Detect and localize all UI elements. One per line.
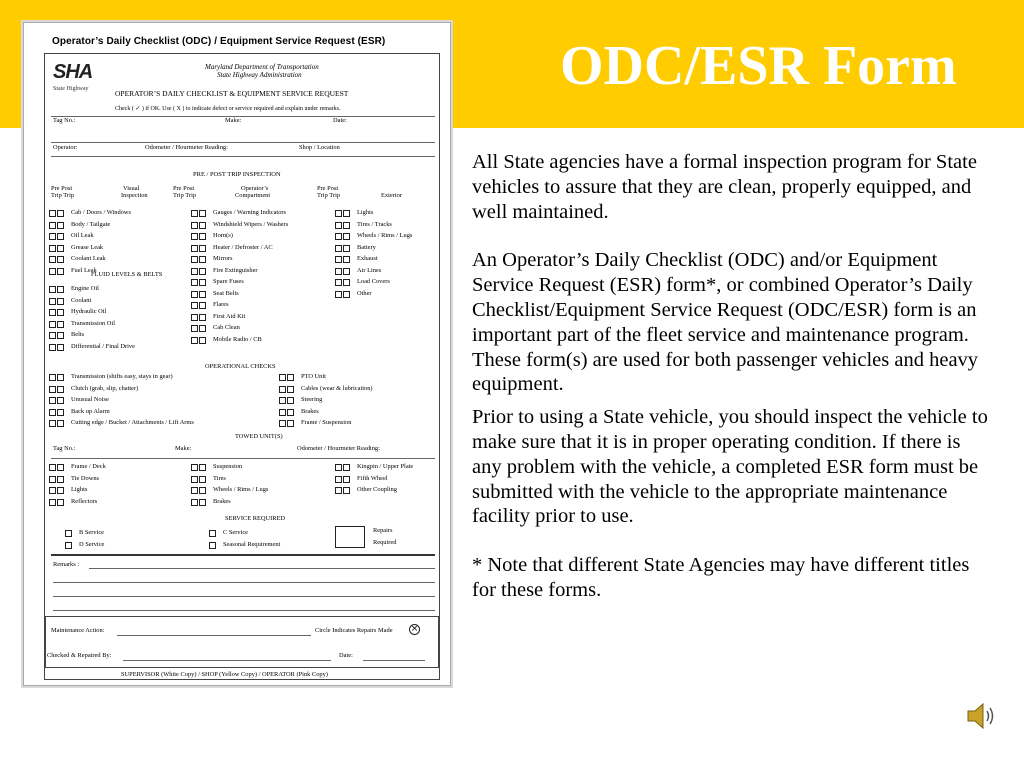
checklist-row xyxy=(191,266,258,277)
checklist-row xyxy=(279,418,351,429)
checklist-item-label: Cables (wear & lubrication) xyxy=(301,384,373,392)
checklist-item-label: Mirrors xyxy=(213,255,233,263)
odc-esr-form xyxy=(24,23,450,685)
checkbox xyxy=(287,386,294,393)
checkbox xyxy=(343,256,350,263)
checklist-row xyxy=(209,540,280,551)
checklist-row xyxy=(191,323,240,334)
checklist-row xyxy=(191,231,233,242)
checkbox xyxy=(335,464,342,471)
checklist-row xyxy=(335,277,390,288)
logo-subtitle: State Highway xyxy=(53,86,89,92)
checkbox xyxy=(287,409,294,416)
make-label: Make: xyxy=(225,117,242,124)
col-visual: Visual xyxy=(123,185,140,192)
checklist-item-label: Windshield Wipers / Washers xyxy=(213,220,289,228)
checklist-row xyxy=(49,330,84,341)
checkbox xyxy=(335,476,342,483)
repairs-required-box xyxy=(335,526,365,548)
col-prepost-1: Pre Post xyxy=(51,185,73,192)
checkbox xyxy=(49,374,56,381)
checklist-row xyxy=(65,528,104,539)
checklist-item-label: Cab / Doors / Windows xyxy=(71,209,131,217)
checkbox xyxy=(49,321,56,328)
circle-note: Circle Indicates Repairs Made xyxy=(315,627,393,634)
checklist-row xyxy=(49,342,135,353)
checklist-row xyxy=(49,243,103,254)
checkbox xyxy=(191,499,198,506)
paragraph-4: * Note that different State Agencies may have different titles for these forms. xyxy=(472,554,970,601)
checkbox xyxy=(57,386,64,393)
checklist-item-label: Battery xyxy=(357,243,376,251)
checkbox xyxy=(191,476,198,483)
checklist-item-label: Lights xyxy=(357,209,374,217)
checklist-item-label: Other Coupling xyxy=(357,486,397,494)
checkbox xyxy=(57,222,64,229)
fluid-heading: FLUID LEVELS & BELTS xyxy=(91,271,163,278)
checkbox xyxy=(199,499,206,506)
checkbox xyxy=(57,499,64,506)
checklist-item-label: Exhaust xyxy=(357,255,378,263)
checklist-row xyxy=(49,231,94,242)
paragraph-2: An Operator’s Daily Checklist (ODC) and/or Equipment Service Request (ESR) form*, or combined Operator’s Daily Checklist/Equipment Service Request (ODC/ESR) form is an important part of the fleet service and maintenance program. These form(s) are used for both passenger vehicles and heavy equipment. xyxy=(472,249,979,396)
checklist-item-label: Tires / Tracks xyxy=(357,220,392,228)
repairs-label: Repairs xyxy=(373,527,393,534)
checkbox xyxy=(57,298,64,305)
checkbox xyxy=(335,279,342,286)
checklist-item-label: Lights xyxy=(71,486,88,494)
checklist-item-label: Grease Leak xyxy=(71,243,104,251)
checklist-item-label: Unusual Noise xyxy=(71,396,109,404)
checklist-item-label: Load Covers xyxy=(357,278,390,286)
checkbox xyxy=(279,374,286,381)
checkbox xyxy=(65,542,72,549)
col-operator: Operator’s xyxy=(241,185,269,192)
checkbox xyxy=(343,476,350,483)
checklist-item-label: PTO Unit xyxy=(301,373,326,381)
form-image xyxy=(23,22,451,686)
pre-post-heading: PRE / POST TRIP INSPECTION xyxy=(193,171,281,178)
checklist-row xyxy=(191,474,226,485)
checkbox xyxy=(199,325,206,332)
checklist-row xyxy=(191,312,245,323)
checklist-item-label: Brakes xyxy=(213,497,231,505)
checklist-item-label: Fuel Leak xyxy=(71,266,97,274)
checklist-item-label: Clutch (grab, slip, chatter) xyxy=(71,384,139,392)
checklist-item-label: D Service xyxy=(79,541,105,549)
checklist-row xyxy=(191,300,229,311)
checklist-item-label: Gauges / Warning Indicators xyxy=(213,209,287,217)
checkbox xyxy=(335,487,342,494)
checklist-item-label: Tie Downs xyxy=(71,474,99,482)
checkbox xyxy=(199,279,206,286)
checklist-item-label: Oil Leak xyxy=(71,232,94,240)
towed-odometer-label: Odometer / Hourmeter Reading: xyxy=(297,445,380,452)
checkbox xyxy=(343,222,350,229)
checkbox xyxy=(191,268,198,275)
checkbox xyxy=(287,397,294,404)
checkbox xyxy=(57,321,64,328)
checkbox xyxy=(191,256,198,263)
checklist-item-label: Seat Belts xyxy=(213,289,239,297)
checkbox xyxy=(199,291,206,298)
checklist-item-label: Belts xyxy=(71,331,85,339)
checkbox xyxy=(191,245,198,252)
checkbox xyxy=(343,245,350,252)
checkbox xyxy=(57,476,64,483)
towed-heading: TOWED UNIT(S) xyxy=(235,433,283,440)
checklist-item-label: Horn(s) xyxy=(213,232,233,240)
checkbox xyxy=(49,386,56,393)
checkbox xyxy=(57,256,64,263)
checkbox xyxy=(279,386,286,393)
checkbox xyxy=(199,314,206,321)
checklist-row xyxy=(279,395,322,406)
date-label: Date: xyxy=(333,117,347,124)
checklist-row xyxy=(191,462,242,473)
checkbox xyxy=(279,420,286,427)
checklist-row xyxy=(191,220,288,231)
checkbox xyxy=(49,210,56,217)
checklist-row xyxy=(191,289,239,300)
checklist-item-label: Cutting edge / Bucket / Attachments / Lift Arms xyxy=(71,419,194,427)
shop-label: Shop / Location xyxy=(299,144,340,151)
odometer-label: Odometer / Hourmeter Reading: xyxy=(145,144,228,151)
col-trip-1: Trip Trip xyxy=(51,192,75,199)
checkbox xyxy=(49,476,56,483)
checklist-row xyxy=(279,384,373,395)
checklist-row xyxy=(49,418,194,429)
checkbox xyxy=(199,476,206,483)
checklist-item-label: Wheels / Rims / Lugs xyxy=(357,232,413,240)
checklist-item-label: Tires xyxy=(213,474,226,482)
checkbox xyxy=(199,210,206,217)
checkbox xyxy=(199,487,206,494)
checkbox xyxy=(343,233,350,240)
operator-label: Operator: xyxy=(53,144,78,151)
checkbox xyxy=(343,279,350,286)
checklist-item-label: Wheels / Rims / Lugs xyxy=(213,486,269,494)
checklist-item-label: Steering xyxy=(301,396,323,404)
checkbox xyxy=(191,314,198,321)
checklist-row xyxy=(191,485,268,496)
checklist-item-label: Reflectors xyxy=(71,497,98,505)
checklist-row xyxy=(49,208,131,219)
checkbox xyxy=(57,245,64,252)
checkbox xyxy=(57,210,64,217)
checklist-item-label: First Aid Kit xyxy=(213,312,246,320)
remarks-label: Remarks : xyxy=(53,561,80,568)
checklist-item-label: Engine Oil xyxy=(71,285,99,293)
checkbox xyxy=(57,286,64,293)
checklist-row xyxy=(49,254,106,265)
checklist-row xyxy=(191,497,231,508)
checklist-item-label: Body / Tailgate xyxy=(71,220,111,228)
checkbox xyxy=(49,420,56,427)
checklist-item-label: Seasonal Requirement xyxy=(223,541,281,549)
checkbox xyxy=(191,325,198,332)
checklist-row xyxy=(335,462,413,473)
checklist-row xyxy=(49,474,99,485)
checkbox xyxy=(191,291,198,298)
form-instructions: Check ( ✓ ) if OK. Use ( X ) to indicate defect or service required and explain under remarks. xyxy=(115,106,341,112)
checklist-row xyxy=(49,395,109,406)
checkbox xyxy=(199,268,206,275)
checklist-row xyxy=(49,497,97,508)
checklist-row xyxy=(191,335,262,346)
checklist-item-label: Coolant xyxy=(71,296,92,304)
checklist-row xyxy=(49,266,97,277)
paragraph-1: All State agencies have a formal inspection program for State vehicles to assure that they are clean, properly equipped, and well maintained. xyxy=(472,151,977,223)
checkbox xyxy=(49,245,56,252)
checkbox xyxy=(191,487,198,494)
checkbox xyxy=(57,409,64,416)
checkbox xyxy=(191,210,198,217)
checkbox xyxy=(49,256,56,263)
required-label: Required xyxy=(373,539,397,546)
checkbox xyxy=(343,210,350,217)
checklist-row xyxy=(335,243,376,254)
checkbox xyxy=(335,291,342,298)
checklist-item-label: Back up Alarm xyxy=(71,407,110,415)
checklist-row xyxy=(49,319,115,330)
checklist-row xyxy=(335,289,372,300)
checkbox xyxy=(335,268,342,275)
checkbox xyxy=(191,279,198,286)
col-prepost-2: Pre Post xyxy=(173,185,195,192)
checkbox xyxy=(335,256,342,263)
checklist-row xyxy=(49,462,106,473)
checklist-item-label: Fire Extinguisher xyxy=(213,266,258,274)
checkbox xyxy=(49,332,56,339)
checklist-item-label: Coolant Leak xyxy=(71,255,106,263)
checklist-item-label: Cab Clean xyxy=(213,324,240,332)
checklist-row xyxy=(49,485,87,496)
speaker-icon[interactable] xyxy=(964,700,998,732)
checklist-row xyxy=(335,266,381,277)
checklist-row xyxy=(49,307,106,318)
checkbox xyxy=(65,530,72,537)
checkbox xyxy=(199,256,206,263)
paragraph-3: Prior to using a State vehicle, you should inspect the vehicle to make sure that it is in proper operating condition. If there is any problem with the vehicle, a completed ESR form must be submitted with the vehicle to the appropriate maintenance facility prior to use. xyxy=(472,406,988,528)
checklist-item-label: Heater / Defroster / AC xyxy=(213,243,273,251)
checkbox xyxy=(49,268,56,275)
checklist-item-label: Spare Fuses xyxy=(213,278,244,286)
circle-x-icon: × xyxy=(410,624,419,634)
bottom-date-label: Date: xyxy=(339,652,353,659)
checkbox xyxy=(191,337,198,344)
checklist-item-label: Fifth Wheel xyxy=(357,474,388,482)
agency-line-2: State Highway Administration xyxy=(217,71,302,79)
checkbox xyxy=(57,487,64,494)
checkbox xyxy=(191,222,198,229)
service-heading: SERVICE REQUIRED xyxy=(225,515,286,522)
checklist-row xyxy=(279,407,319,418)
checklist-item-label: Flares xyxy=(213,301,229,309)
checklist-row xyxy=(49,284,99,295)
checkbox xyxy=(199,302,206,309)
checklist-item-label: Mobile Radio / CB xyxy=(213,335,262,343)
checklist-row xyxy=(65,540,104,551)
checklist-row xyxy=(191,254,233,265)
col-trip-2: Trip Trip xyxy=(173,192,197,199)
checklist-row xyxy=(49,407,110,418)
agency-line-1: Maryland Department of Transportation xyxy=(205,63,319,71)
copies-label: SUPERVISOR (White Copy) / SHOP (Yellow Copy) / OPERATOR (Pink Copy) xyxy=(121,671,328,678)
col-exterior: Exterior xyxy=(381,192,402,199)
slide-title: ODC/ESR Form xyxy=(560,35,957,97)
checklist-row xyxy=(279,372,326,383)
checklist-row xyxy=(335,485,397,496)
checkbox xyxy=(199,222,206,229)
checkbox xyxy=(49,344,56,351)
checkbox xyxy=(335,222,342,229)
checked-repaired-label: Checked & Repaired By: xyxy=(47,652,112,659)
checklist-item-label: B Service xyxy=(79,529,105,537)
checkbox xyxy=(279,397,286,404)
tag-no-label: Tag No.: xyxy=(53,117,76,124)
checklist-item-label: C Service xyxy=(223,529,249,537)
checklist-row xyxy=(191,277,244,288)
checkbox xyxy=(287,374,294,381)
checkbox xyxy=(49,409,56,416)
checkbox xyxy=(49,487,56,494)
checkbox xyxy=(191,302,198,309)
checkbox xyxy=(335,245,342,252)
operational-heading: OPERATIONAL CHECKS xyxy=(205,363,276,370)
checkbox xyxy=(57,309,64,316)
maintenance-action-label: Maintenance Action: xyxy=(51,627,105,634)
checkbox xyxy=(335,233,342,240)
checkbox xyxy=(57,420,64,427)
checklist-row xyxy=(335,231,412,242)
col-prepost-3: Pre Post xyxy=(317,185,339,192)
checkbox xyxy=(57,268,64,275)
checkbox xyxy=(209,530,216,537)
checkbox xyxy=(199,245,206,252)
checklist-item-label: Transmission (shifts easy, stays in gear) xyxy=(71,373,173,381)
checkbox xyxy=(199,233,206,240)
checklist-row xyxy=(335,208,373,219)
checkbox xyxy=(191,464,198,471)
checklist-item-label: Differential / Final Drive xyxy=(71,342,135,350)
checkbox xyxy=(279,409,286,416)
col-trip-3: Trip Trip xyxy=(317,192,341,199)
checklist-row xyxy=(49,296,91,307)
body-text xyxy=(472,150,992,603)
col-inspection: Inspection xyxy=(121,192,148,199)
checklist-item-label: Other xyxy=(357,289,372,297)
form-title: OPERATOR’S DAILY CHECKLIST & EQUIPMENT SERVICE REQUEST xyxy=(115,89,349,98)
checkbox xyxy=(57,397,64,404)
checkbox xyxy=(343,268,350,275)
checkbox xyxy=(49,397,56,404)
col-compartment: Compartment xyxy=(235,192,271,199)
checkbox xyxy=(49,464,56,471)
checklist-row xyxy=(49,372,173,383)
checklist-item-label: Frame / Suspension xyxy=(301,419,352,427)
checkbox xyxy=(49,222,56,229)
checklist-item-label: Suspension xyxy=(213,463,243,471)
checkbox xyxy=(199,337,206,344)
checklist-row xyxy=(209,528,248,539)
checkbox xyxy=(343,464,350,471)
checklist-row xyxy=(335,254,378,265)
form-heading: Operator’s Daily Checklist (ODC) / Equipment Service Request (ESR) xyxy=(52,36,386,47)
checklist-item-label: Hydraulic Oil xyxy=(71,308,107,316)
checkbox xyxy=(49,298,56,305)
checkbox xyxy=(335,210,342,217)
form-body xyxy=(44,53,440,680)
sha-logo: SHA xyxy=(53,61,93,83)
checkbox xyxy=(343,487,350,494)
checkbox xyxy=(191,233,198,240)
checklist-row xyxy=(49,384,138,395)
checklist-item-label: Frame / Deck xyxy=(71,463,106,471)
checklist-item-label: Kingpin / Upper Plate xyxy=(357,463,414,471)
checkbox xyxy=(57,332,64,339)
checkbox xyxy=(343,291,350,298)
checkbox xyxy=(57,344,64,351)
checklist-row xyxy=(191,243,273,254)
checkbox xyxy=(287,420,294,427)
checklist-row xyxy=(335,220,392,231)
checkbox xyxy=(49,286,56,293)
checkbox xyxy=(57,233,64,240)
towed-tag-label: Tag No.: xyxy=(53,445,76,452)
checkbox xyxy=(57,374,64,381)
checkbox xyxy=(49,233,56,240)
checklist-row xyxy=(191,208,286,219)
towed-make-label: Make: xyxy=(175,445,192,452)
checklist-item-label: Brakes xyxy=(301,407,319,415)
checklist-row xyxy=(335,474,388,485)
checkbox xyxy=(49,499,56,506)
checkbox xyxy=(209,542,216,549)
checkbox xyxy=(199,464,206,471)
checkbox xyxy=(49,309,56,316)
checklist-item-label: Air Lines xyxy=(357,266,382,274)
checklist-item-label: Transmission Oil xyxy=(71,319,115,327)
checkbox xyxy=(57,464,64,471)
checklist-row xyxy=(49,220,110,231)
